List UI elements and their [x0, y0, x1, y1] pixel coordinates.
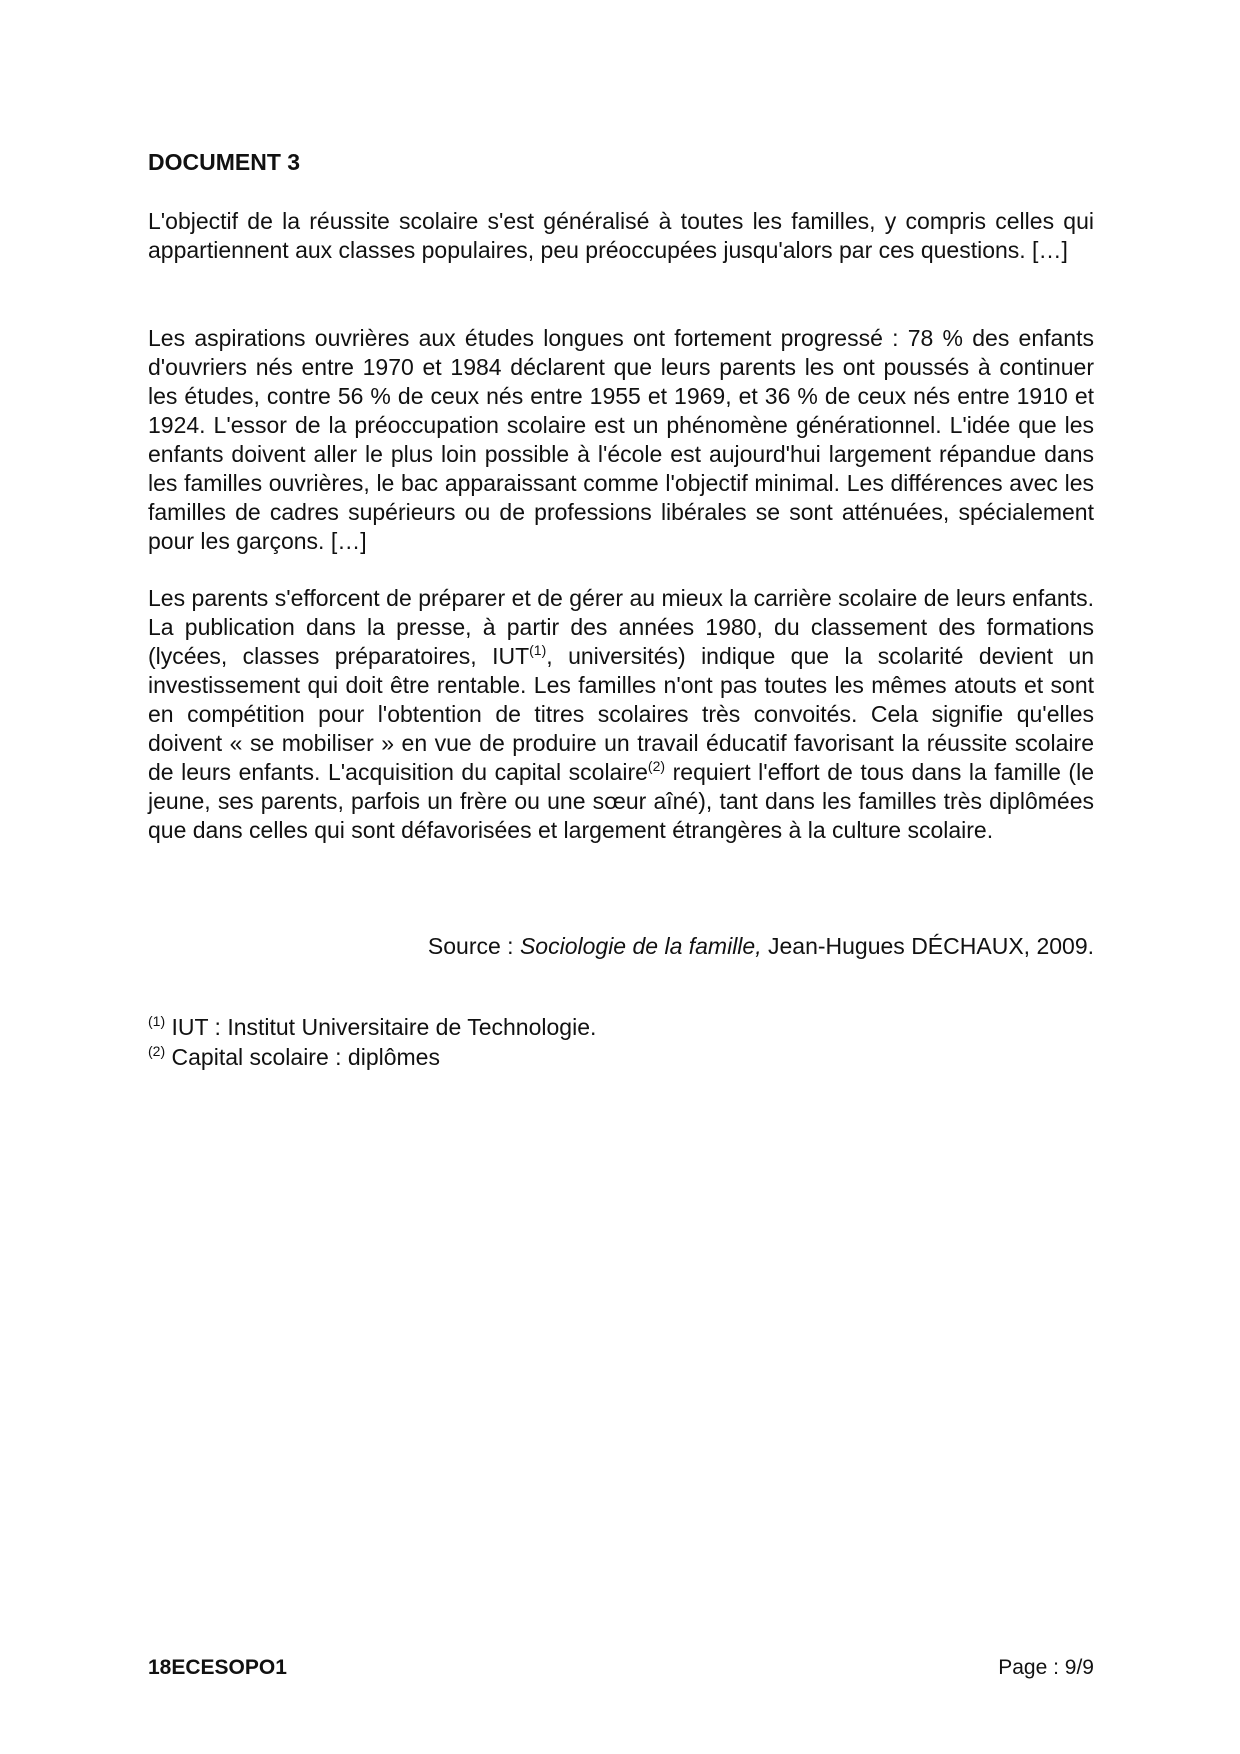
source-author-year: Jean-Hugues DÉCHAUX, 2009.	[761, 933, 1094, 959]
paragraph-3	[148, 584, 1094, 845]
paragraph-3-part-a: Les parents s'efforcent de préparer et de gérer au mieux la carrière scolaire de leurs enfants. La publication dans la presse, à partir des années 1980, du classement des formations (lycées, classes préparatoires, IUT	[148, 585, 1094, 669]
source-prefix: Source :	[427, 933, 520, 959]
page-number: Page : 9/9	[998, 1656, 1094, 1679]
document-code: 18ECESOPO1	[148, 1656, 287, 1679]
footnote-1	[148, 1012, 1094, 1042]
footnote-ref-2: (2)	[647, 758, 666, 774]
paragraph-2: Les aspirations ouvrières aux études longues ont fortement progressé : 78 % des enfants d'ouvriers nés entre 1970 et 1984 déclarent que leurs parents les ont poussés à continuer les études, contre 56 % de ceux nés entre 1955 et 1969, et 36 % de ceux nés entre 1910 et 1924. L'essor de la préoccupation scolaire est un phénomène générationnel. L'idée que les enfants doivent aller le plus loin possible à l'école est aujourd'hui largement répandue dans les familles ouvrières, le bac apparaissant comme l'objectif minimal. Les différences avec les familles de cadres supérieurs ou de professions libérales se sont atténuées, spécialement pour les garçons. […]	[148, 325, 1094, 554]
paragraph-1: L'objectif de la réussite scolaire s'est généralisé à toutes les familles, y compris celles qui appartiennent aux classes populaires, peu préoccupées jusqu'alors par ces questions. […]	[148, 208, 1094, 263]
footnotes	[148, 1012, 1094, 1072]
document-title: DOCUMENT 3	[148, 149, 301, 175]
footnote-ref-1: (1)	[529, 642, 547, 658]
footnote-2	[148, 1042, 1094, 1072]
source-citation	[148, 932, 1094, 961]
source-book-title: Sociologie de la famille,	[519, 933, 762, 959]
paragraph-3-part-c: requiert l'effort de tous dans la famille (le jeune, ses parents, parfois un frère ou une sœur aîné), tant dans les familles très diplômées que dans celles qui sont défavorisées et largement étrangères à la culture scolaire.	[148, 759, 1094, 843]
footnote-2-text: Capital scolaire : diplômes	[165, 1044, 440, 1070]
footnote-1-text: IUT : Institut Universitaire de Technologie.	[165, 1014, 597, 1040]
footnote-2-marker: (2)	[148, 1043, 166, 1059]
paragraph-3-part-b: , universités) indique que la scolarité devient un investissement qui doit être rentable. Les familles n'ont pas toutes les mêmes atouts et sont en compétition pour l'obtention de titres scolaires très convoités. Cela signifie qu'elles doivent « se mobiliser » en vue de produire un travail éducatif favorisant la réussite scolaire de leurs enfants. L'acquisition du capital scolaire	[148, 643, 1094, 785]
footnote-1-marker: (1)	[148, 1013, 166, 1029]
